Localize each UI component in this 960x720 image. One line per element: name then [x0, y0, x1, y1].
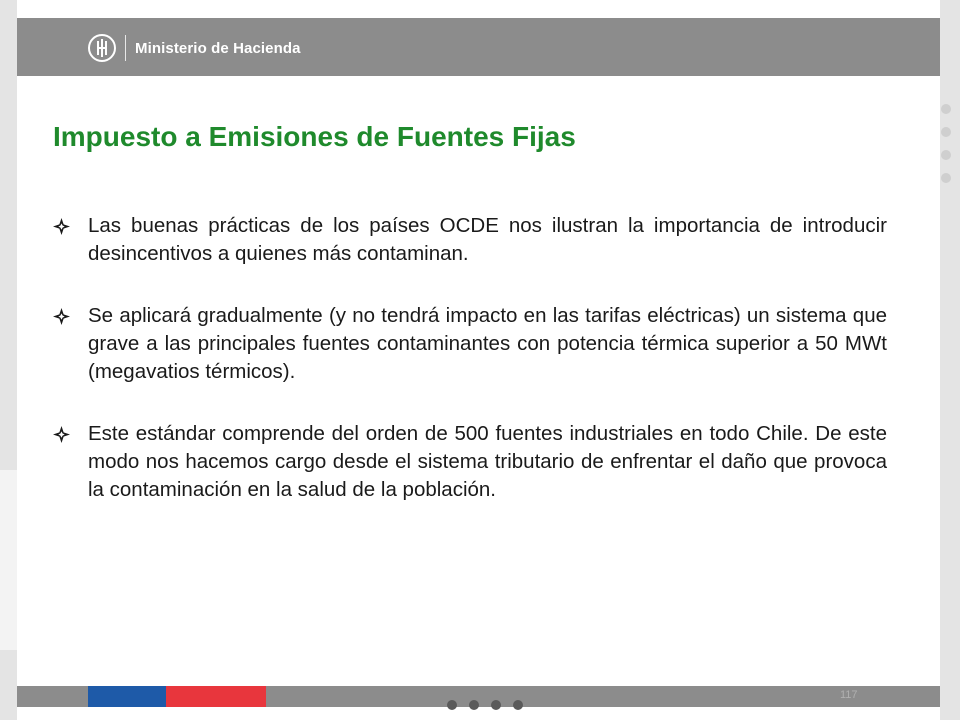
decorative-dot [447, 700, 457, 710]
ministry-emblem-icon [88, 34, 116, 62]
side-dot-decoration [941, 104, 953, 196]
bullet-text: Se aplicará gradualmente (y no tendrá impacto en las tarifas eléctricas) un sistema que grave a las principales fuentes contaminantes con potencia térmica superior a 50 MWt (megavatios térmicos). [88, 304, 887, 383]
decorative-dot [941, 173, 951, 183]
bullet-item [53, 302, 887, 386]
bullet-list [53, 212, 887, 538]
diamond-bullet-icon [53, 212, 88, 240]
diamond-bullet-icon [53, 420, 88, 448]
decorative-dot [941, 127, 951, 137]
bullet-item [53, 212, 887, 268]
left-edge-tab [0, 470, 17, 650]
slide-title: Impuesto a Emisiones de Fuentes Fijas [53, 121, 576, 152]
footer-flag-red [166, 686, 266, 707]
decorative-dot [513, 700, 523, 710]
decorative-dot [469, 700, 479, 710]
footer-dot-decoration [447, 700, 523, 710]
logo-text: Ministerio de Hacienda [135, 39, 301, 57]
footer-flag-blue [88, 686, 166, 707]
diamond-bullet-icon [53, 302, 88, 330]
bullet-item [53, 420, 887, 504]
bullet-text: Las buenas prácticas de los países OCDE nos ilustran la importancia de introducir desincentivos a quienes más contaminan. [88, 214, 887, 265]
decorative-dot [941, 104, 951, 114]
logo-divider [125, 35, 126, 61]
bullet-text: Este estándar comprende del orden de 500 fuentes industriales en todo Chile. De este modo nos hacemos cargo desde el sistema tributario de enfrentar el daño que provoca la contaminación en la salud de la población. [88, 422, 887, 501]
decorative-dot [941, 150, 951, 160]
page-number: 117 [840, 689, 858, 701]
ministry-logo [88, 32, 301, 64]
decorative-dot [491, 700, 501, 710]
